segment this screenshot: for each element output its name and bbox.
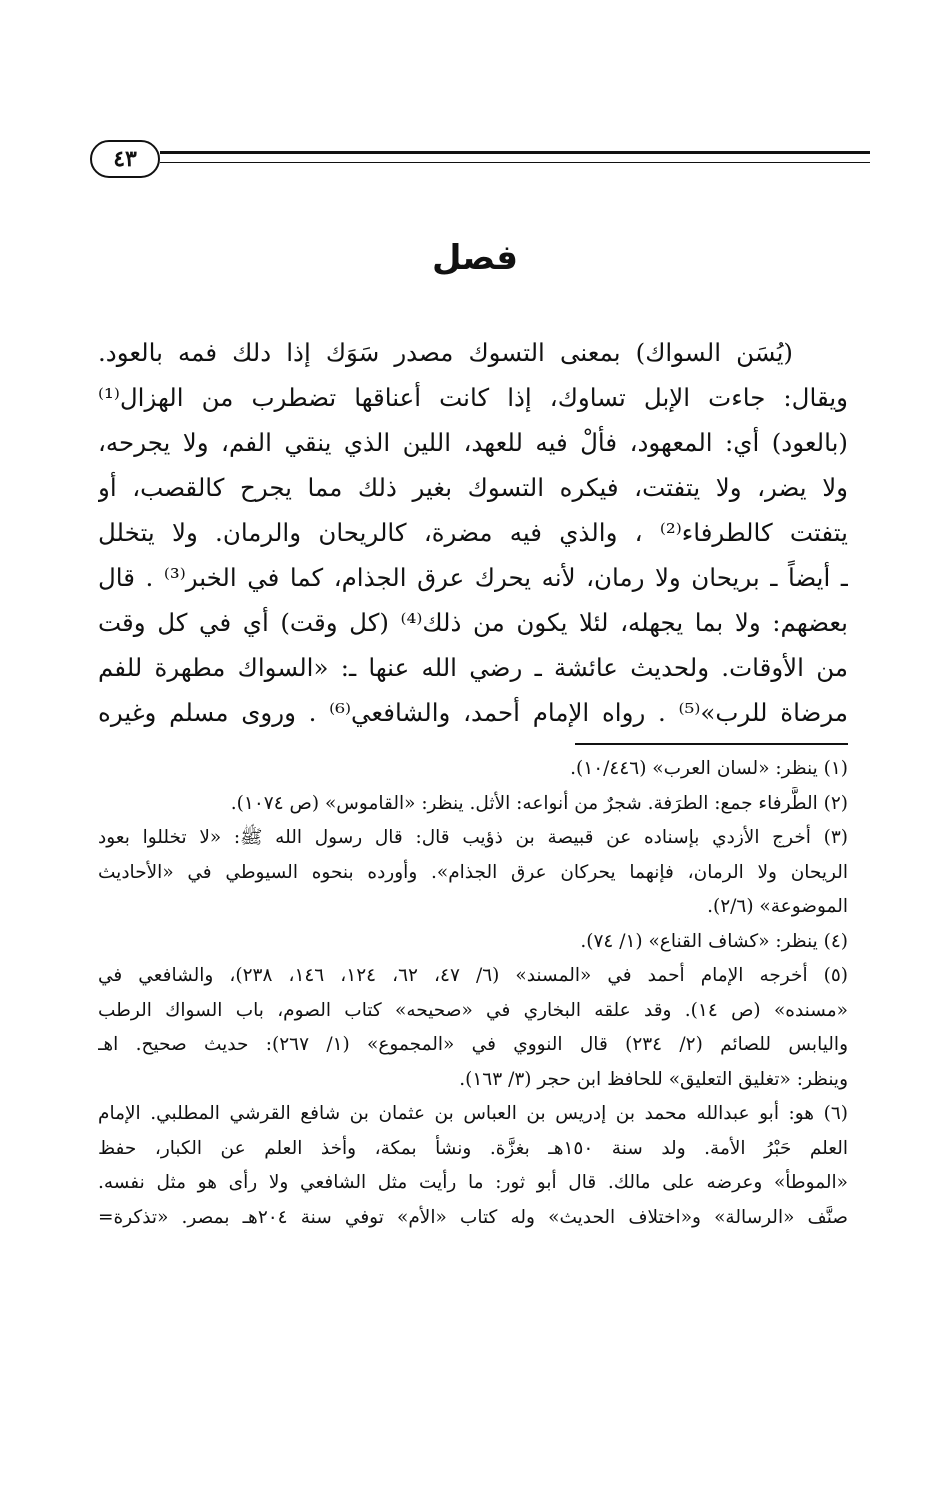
body-line: من الأوقات. ولحديث عائشة ـ رضي الله عنها ـ: «السواك مطهرة للفم <box>98 653 848 682</box>
footnote-line: (٤) ينظر: «كشاف القناع» (١/ ٧٤). <box>580 930 848 952</box>
footnote-line: العلم حَبْرُ الأمة. ولد سنة ١٥٠هـ بغزَّة. ونشأ بمكة، وأخذ العلم عن الكبار، حفظ <box>98 1137 848 1159</box>
footnote-line: (٣) أخرج الأزدي بإسناده عن قبيصة بن ذؤيب قال: قال رسول الله ﷺ: «لا تخللوا بعود <box>98 827 848 848</box>
body-line: مرضاة للرب»⁽⁵⁾ . رواه الإمام أحمد، والشافعي⁽⁶⁾ . وروى مسلم وغيره <box>98 698 848 727</box>
footnote-line: واليابس للصائم (٢/ ٢٣٤) قال النووي في «المجموع» (١/ ٢٦٧): حديث صحيح. اهـ <box>98 1034 848 1055</box>
footnote-line: صنَّف «الرسالة» و«اختلاف الحديث» وله كتاب «الأم» توفي سنة ٢٠٤هـ بمصر. «تذكرة= <box>98 1206 848 1228</box>
footnote-line: (٢) الطَّرفاء جمع: الطرَفة. شجرٌ من أنواعه: الأثل. ينظر: «القاموس» (ص ١٠٧٤). <box>230 792 848 814</box>
footnote-separator <box>575 743 848 745</box>
chapter-title: فصل <box>431 238 519 278</box>
footnote-line: «مسنده» (ص ١٤). وقد علقه البخاري في «صحيحه» كتاب الصوم، باب السواك الرطب <box>98 999 848 1021</box>
body-line: (بالعود) أي: المعهود، فألْ فيه للعهد، اللين الذي ينقي الفم، ولا يجرحه، <box>98 428 848 457</box>
footnote-line: (١) ينظر: «لسان العرب» (١٠/٤٤٦). <box>570 758 848 779</box>
body-line: بعضهم: ولا بما يجهله، لئلا يكون من ذلك⁽⁴⁾ (كل وقت) أي في كل وقت <box>98 608 848 637</box>
footnote-line: «الموطأ» وعرضه على مالك. قال أبو ثور: ما رأيت مثل الشافعي ولا رأى هو مثل نفسه. <box>98 1172 848 1193</box>
footnote-line: (٦) هو: أبو عبدالله محمد بن إدريس بن العباس بن عثمان بن شافع القرشي المطلبي. الإمام <box>98 1103 848 1124</box>
body-line: (يُسَن السواك) بمعنى التسوك مصدر سَوَك إذا دلك فمه بالعود. <box>98 338 793 367</box>
body-line: ولا يضر، ولا يتفتت، فيكره التسوك بغير ذلك مما يجرح كالقصب، أو <box>98 473 848 502</box>
body-text <box>98 330 848 735</box>
footnote-line: الموضوعة» (٢/٦). <box>707 896 848 917</box>
body-line: ـ أيضاً ـ بريحان ولا رمان، لأنه يحرك عرق الجذام، كما في الخبر⁽³⁾ . قال <box>98 563 848 592</box>
header-rule <box>160 151 870 163</box>
page-header <box>80 138 870 182</box>
footnote-line: الريحان ولا الرمان، فإنهما يحركان عرق الجذام». وأورده بنحوه السيوطي في «الأحاديث <box>98 861 848 883</box>
footnote-line: وينظر: «تغليق التعليق» للحافظ ابن حجر (٣/ ١٦٣). <box>459 1068 848 1090</box>
body-line: ويقال: جاءت الإبل تساوك، إذا كانت أعناقها تضطرب من الهزال⁽¹⁾ <box>98 383 848 412</box>
body-line: يتفتت كالطرفاء⁽²⁾ ، والذي فيه مضرة، كالريحان والرمان. ولا يتخلل <box>98 518 848 547</box>
footnotes <box>98 752 848 1235</box>
page-number: ٤٣ <box>90 140 160 178</box>
footnote-line: (٥) أخرجه الإمام أحمد في «المسند» (٦/ ٤٧، ٦٢، ١٢٤، ١٤٦، ٢٣٨)، والشافعي في <box>98 965 848 986</box>
